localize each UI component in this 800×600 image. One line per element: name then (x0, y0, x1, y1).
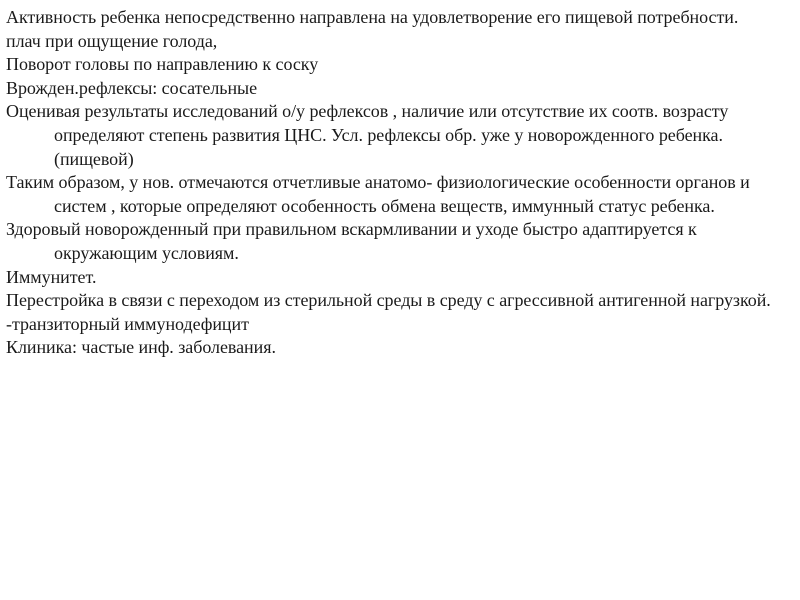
paragraph-feeding-activity: Активность ребенка непосредственно направлена на удовлетворение его пищевой потребности. (6, 7, 739, 27)
paragraph-anatomical-features: Таким образом, у нов. отмечаются отчетливые анатомо- физиологические особенности органов и систем , которые определяют особенность обмена веществ, иммунный статус ребенка. (6, 172, 750, 216)
paragraph-congenital-reflexes: Врожден.рефлексы: сосательные (6, 77, 258, 98)
paragraph-reflex-assessment: Оценивая результаты исследований о/у рефлексов , наличие или отсутствие их соотв. возрасту определяют степень развития ЦНС. Усл. рефлексы обр. уже у новорожденного ребенка. (пищевой) (6, 101, 729, 169)
paragraph-immunity-heading: Иммунитет. (6, 266, 97, 287)
paragraph-clinic: Клиника: частые инф. заболевания. (6, 337, 276, 358)
paragraph-head-turn: Поворот головы по направлению к соску (6, 54, 319, 75)
paragraph-crying: плач при ощущение голода, (6, 30, 218, 51)
paragraph-restructuring: Перестройка в связи с переходом из стерильной среды в среду с агрессивной антигенной нагрузкой. (6, 290, 771, 311)
slide-text-body (6, 6, 792, 360)
paragraph-adaptation: Здоровый новорожденный при правильном вскармливании и уходе быстро адаптируется к окружающим условиям. (6, 219, 697, 263)
paragraph-transient-immunodeficiency: -транзиторный иммунодефицит (6, 313, 249, 334)
